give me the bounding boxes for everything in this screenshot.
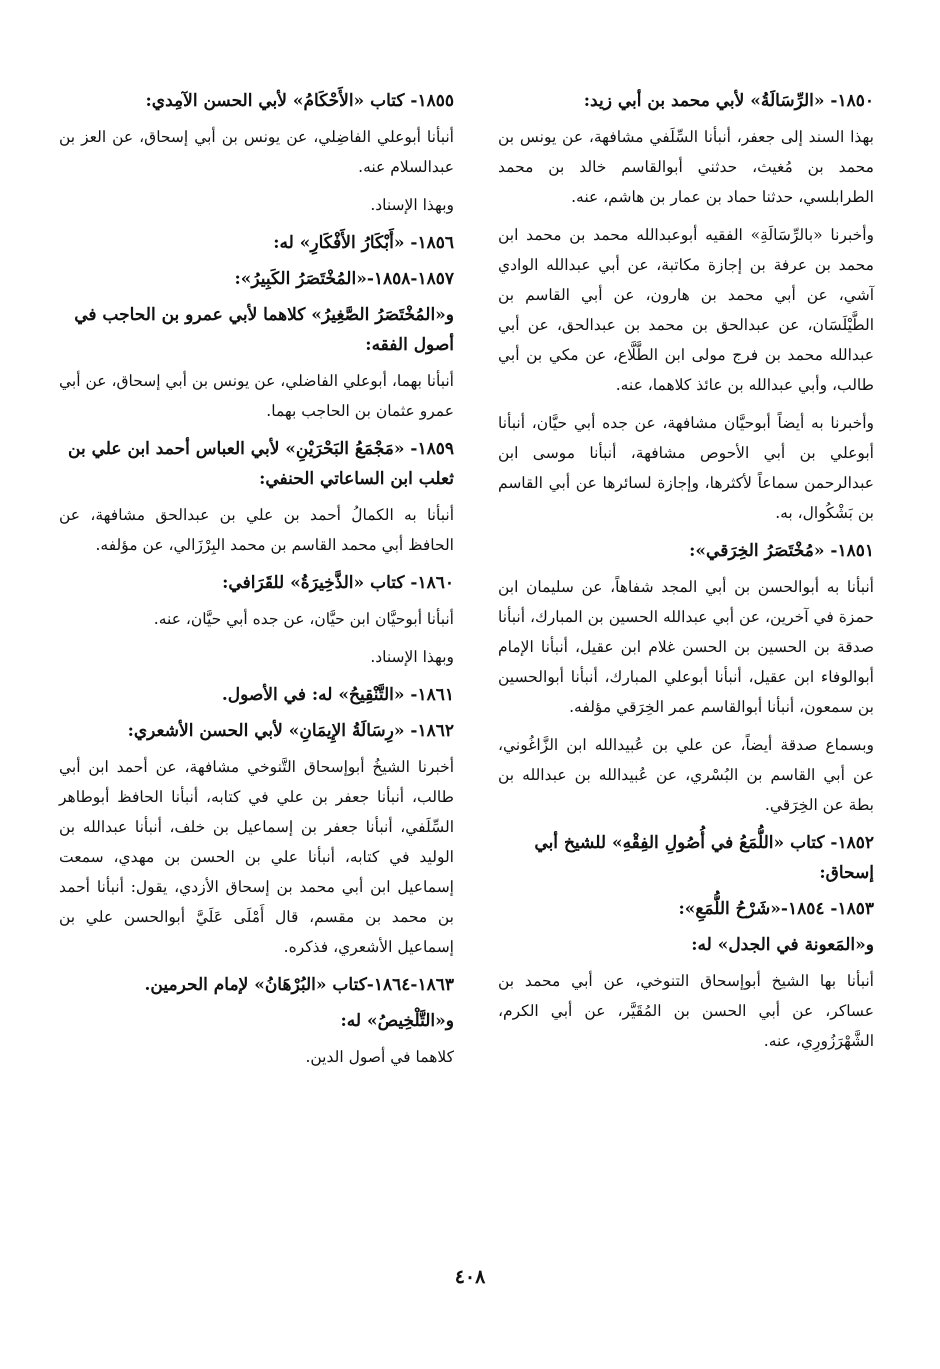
- entry-heading: ١٨٥٢- كتاب «اللُّمَعُ في أُصُولِ الفِقْهِ» للشيخ أبي إسحاق:: [534, 833, 874, 883]
- entry-paragraph: أنبأنا أبوعلي الفاضِلي، عن يونس بن أبي إسحاق، عن العز بن عبدالسلام عنه.: [59, 128, 454, 176]
- entry-paragraph: أنبأنا بها الشيخ أبوإسحاق التنوخي، عن أبي محمد بن عساكر، عن أبي الحسن بن المُقَيَّر، عن أبي الكرم، الشَّهْرَزُورِي، عنه.: [498, 972, 874, 1050]
- entry-heading: ١٨٥٧-١٨٥٨-«المُخْتَصَرُ الكَبِيرُ»:: [234, 269, 454, 289]
- entry-paragraph: أنبأنا أبوحيَّان ابن حيَّان، عن جده أبي حيَّان، عنه.: [153, 610, 454, 628]
- entry-heading: ١٨٥٥- كتاب «الأَحْكَامُ» لأبي الحسن الآمِدي:: [145, 91, 454, 111]
- entry-paragraph: وأخبرنا «بالرِّسَالَةِ» الفقيه أبوعبدالله محمد بن محمد ابن محمد بن عرفة بن إجازة مكاتبة، عن أبي عبدالله الوادي آشي، عن أبي محمد بن هارون، عن أبي القاسم بن الطَّيْلَسَان، عن عبدالحق بن محمد بن عبدالحق، عن أبي عبدالله محمد بن فرج مولى ابن الطَّلَّاع، عن مكي بن أبي طالب، وأبي عبدالله بن عائذ كلاهما، عنه.: [498, 226, 874, 394]
- entry-heading: و«المَعونة في الجدل» له:: [691, 935, 874, 955]
- entry-paragraph: أخبرنا الشيخُ أبوإسحاق التَّنوخي مشافهة، عن أحمد ابن أبي طالب، أنبأنا جعفر بن علي في كتابه، أنبأنا الحافظ أبوطاهر السِّلَفي، أنبأنا جعفر بن إسماعيل بن خلف، أنبأنا عبدالله بن الوليد في كتابه، أنبأنا علي بن الحسن بن مهدي، سمعت إسماعيل ابن أبي محمد بن إسحاق الأزدي، يقول: أنبأنا أحمد بن محمد بن مقسم، قال أَمْلَى عَلَيَّ أبوالحسن علي بن إسماعيل الأشعري، فذكره.: [59, 758, 454, 956]
- entry-paragraph: وبسماع صدقة أيضاً، عن علي بن عُبيدالله ابن الزَّاغُوني، عن أبي القاسم بن البُسْري، عن عُبيدالله بن عبدالله بن بطة عن الخِرَقي.: [498, 736, 874, 814]
- entry-paragraph: وبهذا الإسناد.: [370, 196, 454, 214]
- entry-heading: و«المُخْتَصَرُ الصَّغِيرُ» كلاهما لأبي عمرو بن الحاجب في أصول الفقه:: [74, 305, 454, 355]
- entry-heading: ١٨٥١- «مُخْتَصَرُ الخِرَقي»:: [689, 541, 874, 561]
- entry-paragraph: كلاهما في أصول الدين.: [305, 1048, 454, 1066]
- entry-heading: ١٨٦٠- كتاب «الذَّخِيرَةُ» للقَرَافي:: [222, 573, 454, 593]
- entry-paragraph: أنبأنا به الكمالُ أحمد بن علي بن عبدالحق مشافهة، عن الحافظ أبي محمد القاسم بن محمد البِرْزَالي، عن مؤلفه.: [59, 506, 454, 554]
- entry-paragraph: بهذا السند إلى جعفر، أنبأنا السِّلَفي مشافهة، عن يونس بن محمد بن مُغيث، حدثني أبوالقاسم خالد بن محمد الطرابلسي، حدثنا حماد بن عمار بن هاشم، عنه.: [498, 128, 874, 206]
- entry-heading: ١٨٦٢- «رِسَالَةُ الإِيمَانِ» لأبي الحسن الأشعري:: [127, 721, 454, 741]
- right-column: [498, 86, 874, 1064]
- entry-heading: ١٨٥٠- «الرِّسَالَةُ» لأبي محمد بن أبي زيد:: [583, 91, 874, 111]
- entry-paragraph: وأخبرنا به أيضاً أبوحيَّان مشافهة، عن جده أبي حيَّان، أنبأنا أبوعلي بن أبي الأحوص مشافهة، أنبأنا موسى ابن عبدالرحمن سماعاً لأكثرها، وإجازة لسائرها عن أبي القاسم بن بَشْكُوال، به.: [498, 414, 874, 522]
- entry-paragraph: وبهذا الإسناد.: [370, 648, 454, 666]
- entry-heading: ١٨٥٦- «أَبْكَارُ الأَفْكَارِ» له:: [273, 233, 454, 253]
- entry-heading: ١٨٥٩- «مَجْمَعُ البَحْرَيْنِ» لأبي العباس أحمد ابن علي بن ثعلب ابن الساعاتي الحنفي:: [68, 439, 454, 489]
- left-column: [59, 86, 454, 1080]
- page-number: ٤٠٨: [454, 1266, 486, 1288]
- entry-heading: ١٨٥٣- ١٨٥٤-«شَرْحُ اللُّمَعِ»:: [678, 899, 874, 919]
- entry-paragraph: أنبأنا بهما، أبوعلي الفاضلي، عن يونس بن أبي إسحاق، عن أبي عمرو عثمان بن الحاجب بهما.: [59, 372, 454, 420]
- entry-heading: ١٨٦٣-١٨٦٤-كتاب «البُرْهَانُ» لإمام الحرمين.: [144, 975, 454, 995]
- entry-heading: و«التَّلْخِيصُ» له:: [340, 1011, 454, 1031]
- entry-heading: ١٨٦١- «التَّنْقِيحُ» له: في الأصول.: [221, 685, 454, 705]
- entry-paragraph: أنبأنا به أبوالحسن بن أبي المجد شفاهاً، عن سليمان ابن حمزة في آخرين، عن أبي عبدالله الحسين بن المبارك، أنبأنا صدقة بن الحسين بن الحسن غلام ابن عقيل، أنبأنا الإمام أبوالوفاء ابن عقيل، أنبأنا أبوعلي المبارك، أنبأنا أبوالحسين بن سمعون، أنبأنا أبوالقاسم عمر الخِرَقي مؤلفه.: [498, 578, 874, 716]
